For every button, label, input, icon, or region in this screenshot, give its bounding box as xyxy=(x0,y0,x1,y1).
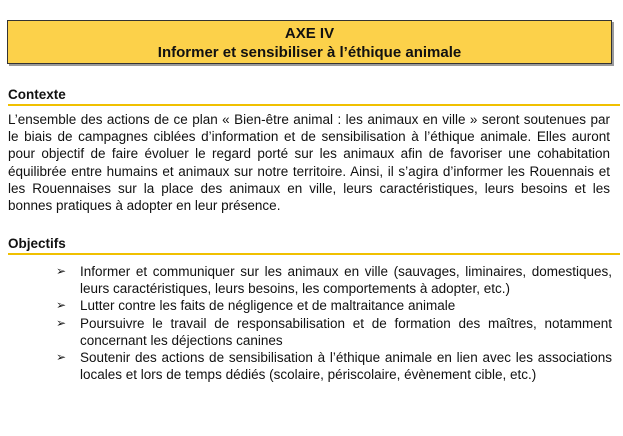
objectif-text: Soutenir des actions de sensibilisation à l’éthique animale en lien avec les associations locales et lors de temps dédiés (scolaire, périscolaire, évènement cible, etc.) xyxy=(80,350,612,383)
list-item xyxy=(56,315,612,349)
list-item xyxy=(56,349,612,383)
axis-title: Informer et sensibiliser à l’éthique animale xyxy=(157,44,462,61)
objectif-text: Poursuivre le travail de responsabilisation et de formation des maîtres, notamment concernant les déjections canines xyxy=(80,315,612,348)
axis-header-box xyxy=(7,20,612,64)
objectifs-heading: Objectifs xyxy=(8,235,620,255)
axis-number: AXE IV xyxy=(284,25,335,42)
arrowhead-bullet-icon: ➢ xyxy=(56,350,67,365)
list-item xyxy=(56,297,612,314)
objectif-text: Informer et communiquer sur les animaux en ville (sauvages, liminaires, domestiques, leurs caractéristiques, leurs besoins, les comportements à adopter, etc.) xyxy=(80,264,612,297)
arrowhead-bullet-icon: ➢ xyxy=(56,264,67,278)
objectifs-list xyxy=(56,263,612,383)
objectif-text: Lutter contre les faits de négligence et de maltraitance animale xyxy=(80,298,456,314)
arrowhead-bullet-icon: ➢ xyxy=(56,298,67,313)
arrowhead-bullet-icon: ➢ xyxy=(56,315,67,330)
list-item xyxy=(56,263,612,297)
contexte-heading: Contexte xyxy=(8,86,620,106)
contexte-paragraph: L’ensemble des actions de ce plan « Bien-être animal : les animaux en ville » seront soutenues par le biais de campagnes ciblées d’information et de sensibilisation à l’éthique animale. Elles auront pour objectif de faire évoluer le regard porté sur les animaux afin de favoriser une cohabitation équilibrée entre humains et animaux sur notre territoire. Ainsi, il s’agira d’informer les Rouennais et les Rouennaises sur la place des animaux en ville, leurs caractéristiques, leurs besoins et les bonnes pratiques à adopter en leur présence. xyxy=(8,112,610,214)
